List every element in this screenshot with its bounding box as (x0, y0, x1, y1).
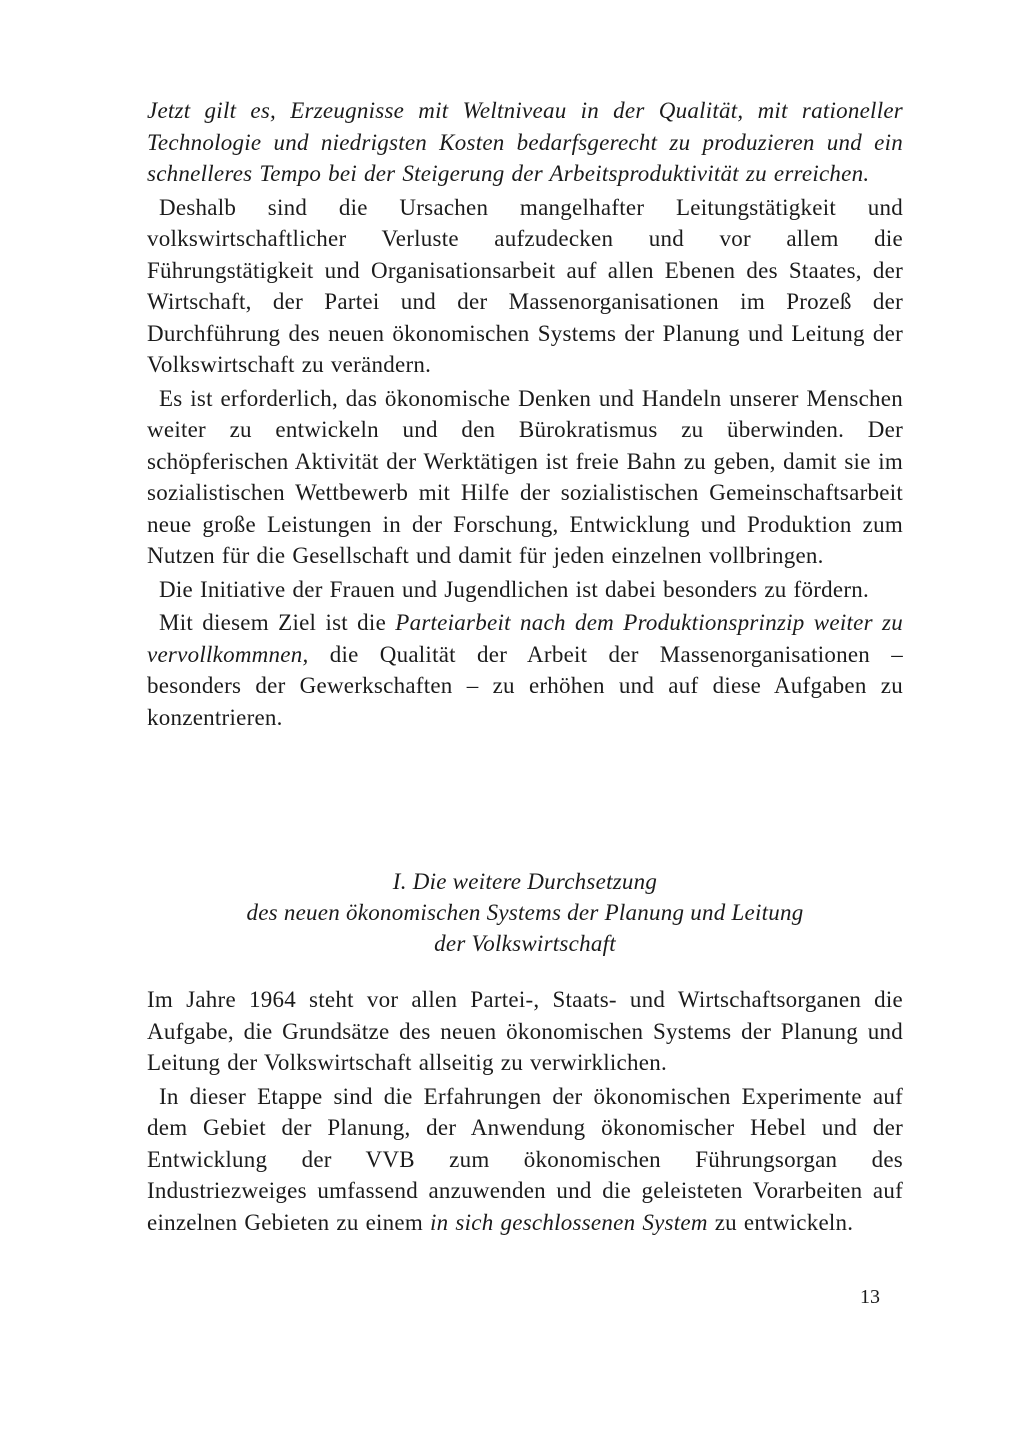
paragraph-women-youth: Die Initiative der Frauen und Jugendlichen ist dabei besonders zu fördern. (159, 576, 869, 602)
top-text-block (147, 95, 903, 735)
paragraph-causes: Deshalb sind die Ursachen mangelhafter Leitungstätigkeit und volkswirtschaftlicher Verluste aufzudecken und vor allem die Führungstätigkeit und Organisationsarbeit auf allen Ebenen des Staates, der Wirtschaft, der Partei und der Massenorganisationen im Prozeß der Durchführung des neuen ökonomischen Systems der Planung und Leitung der Volkswirtschaft zu verändern. (147, 194, 903, 377)
paragraph-stage-end: zu entwickeln. (707, 1209, 854, 1235)
page-number: 13 (860, 1286, 880, 1308)
section-heading-line-3: der Volkswirtschaft (434, 931, 616, 956)
paragraph-intro-italic: Jetzt gilt es, Erzeugnisse mit Weltniveau in der Qualität, mit rationeller Technologie und niedrigsten Kosten bedarfsgerecht zu produzieren und ein schnelleres Tempo bei der Steigerung der Arbeitsproduktivität zu erreichen. (147, 98, 903, 186)
section-heading-line-1: I. Die weitere Durchsetzung (392, 869, 658, 894)
paragraph-stage-emphasis: in sich geschlossenen System (430, 1209, 708, 1235)
paragraph-stage (147, 1081, 903, 1239)
paragraph-stage-start: In dieser Etappe sind die Erfahrungen der ökonomischen Experimente auf dem Gebiet der Planung, der Anwendung ökonomischer Hebel und der Entwicklung der VVB zum ökonomischen Führungsorgan des Industriezweiges umfassend anzuwenden und die geleisteten Vorarbeiten auf einzelnen Gebieten zu einem (147, 1083, 903, 1235)
paragraph-year-1964: Im Jahre 1964 steht vor allen Partei-, Staats- und Wirtschaftsorganen die Aufgabe, die Grundsätze des neuen ökonomischen Systems der Planung und Leitung der Volkswirtschaft allseitig zu verwirklichen. (147, 987, 903, 1075)
paragraph-economic-thinking: Es ist erforderlich, das ökonomische Denken und Handeln unserer Menschen weiter zu entwickeln und den Bürokratismus zu überwinden. Der schöpferischen Aktivität der Werktätigen ist freie Bahn zu geben, damit sie im sozialistischen Wettbewerb mit Hilfe der sozialistischen Gemeinschaftsarbeit neue große Leistungen in der Forschung, Entwicklung und Produktion zum Nutzen für die Gesellschaft und damit für jeden einzelnen vollbringen. (147, 385, 903, 568)
section-heading (147, 866, 903, 959)
paragraph-party-work-start: Mit diesem Ziel ist die (159, 610, 396, 635)
section-heading-line-2: des neuen ökonomischen Systems der Planung und Leitung (246, 900, 804, 925)
paragraph-party-work-end: die Qualität der Arbeit der Massenorganisationen – besonders der Gewerkschaften – zu erhöhen und auf diese Aufgaben zu konzentrieren. (147, 641, 903, 730)
paragraph-party-work (147, 607, 903, 733)
paragraph-party-work-emphasis: Parteiarbeit nach dem Produktionsprinzip weiter zu vervollkommnen, (147, 610, 903, 667)
bottom-text-block (147, 984, 903, 1240)
